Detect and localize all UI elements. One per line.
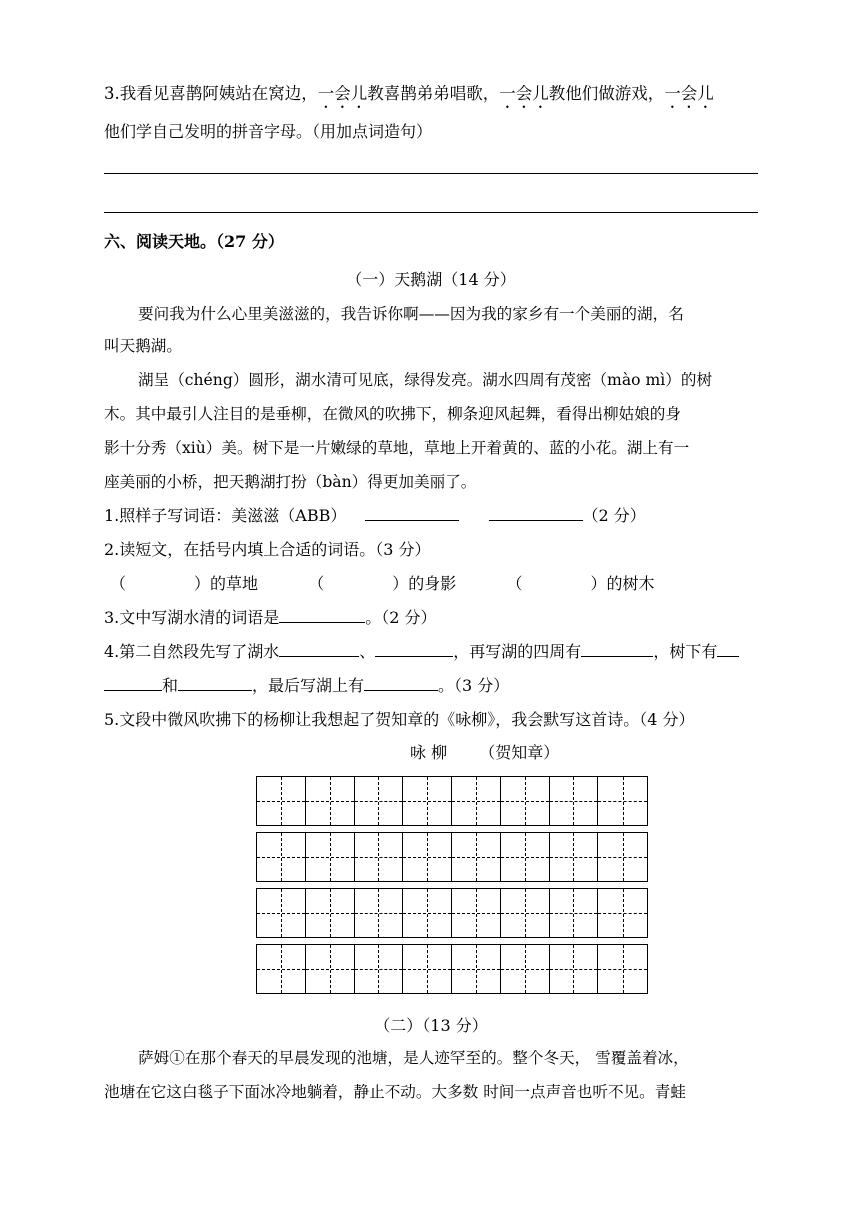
writing-cell[interactable] (501, 777, 550, 825)
writing-cell[interactable] (306, 777, 355, 825)
passage1-line: 座美丽的小桥，把天鹅湖打扮（bàn）得更加美丽了。 (104, 473, 477, 491)
question-5: 5.文段中微风吹拂下的杨柳让我想起了贺知章的《咏柳》，我会默写这首诗。（4 分） (104, 710, 695, 729)
paren-blank[interactable]: （ (308, 574, 325, 593)
poem-author: （贺知章） (479, 743, 560, 762)
q4-part: 和 (162, 676, 179, 695)
writing-cell[interactable] (452, 833, 501, 881)
item-label: 的身影 (408, 574, 457, 593)
passage2-title: （二）（13 分） (374, 1016, 488, 1035)
writing-cell[interactable] (355, 777, 404, 825)
answer-blank[interactable] (365, 506, 459, 521)
writing-cell[interactable] (550, 833, 599, 881)
item-label: 的草地 (210, 574, 259, 593)
section-heading: 六、阅读天地。（27 分） (104, 232, 284, 251)
writing-cell[interactable] (550, 945, 599, 993)
answer-blank[interactable] (489, 506, 583, 521)
answer-blank[interactable] (375, 642, 453, 657)
q4-part: ，再写湖的四周有 (453, 642, 582, 661)
question-4-line1 (104, 642, 739, 662)
answer-line-1[interactable] (104, 173, 758, 174)
writing-cell[interactable] (355, 889, 404, 937)
question-1-text: 1.照样子写词语：美滋滋（ABB） (104, 506, 347, 525)
writing-cell[interactable] (306, 945, 355, 993)
writing-grid-row (256, 832, 648, 882)
dotted-word-3: 一会儿 (664, 84, 714, 103)
dotted-word-1: 一会儿 (317, 84, 368, 103)
answer-blank[interactable] (581, 642, 653, 657)
writing-cell[interactable] (452, 945, 501, 993)
writing-cell[interactable] (306, 833, 355, 881)
item-label: 的树木 (606, 574, 655, 593)
poem-title (410, 743, 559, 763)
writing-cell[interactable] (452, 889, 501, 937)
writing-cell[interactable] (403, 945, 452, 993)
answer-line-2[interactable] (104, 212, 758, 213)
question-2-items: （ ）的草地 （ ）的身影 （ ）的树木 (110, 574, 655, 593)
writing-grid-row (256, 888, 648, 938)
writing-cell[interactable] (501, 889, 550, 937)
writing-cell[interactable] (550, 889, 599, 937)
writing-cell[interactable] (403, 833, 452, 881)
writing-cell[interactable] (355, 945, 404, 993)
dotted-word-2: 一会儿 (499, 84, 549, 103)
answer-blank[interactable] (279, 608, 365, 623)
answer-blank[interactable] (104, 676, 162, 691)
writing-cell[interactable] (403, 777, 452, 825)
question-1-score: （2 分） (582, 506, 646, 525)
answer-blank[interactable] (279, 642, 359, 657)
writing-cell[interactable] (501, 833, 550, 881)
writing-cell[interactable] (598, 777, 647, 825)
writing-cell[interactable] (452, 777, 501, 825)
q4-part: 4.第二自然段先写了湖水 (104, 642, 280, 661)
writing-cell[interactable] (257, 833, 306, 881)
passage1-line: 影十分秀（xiù）美。树下是一片嫩绿的草地，草地上开着黄的、蓝的小花。湖上有一 (104, 439, 690, 457)
passage2-line: 萨姆①在那个春天的早晨发现的池塘，是人迹罕至的。整个冬天， 雪覆盖着冰， (138, 1049, 689, 1067)
passage1-line: 木。其中最引人注目的是垂柳，在微风的吹拂下，柳条迎风起舞，看得出柳姑娘的身 (104, 405, 681, 423)
poem-name: 咏 柳 (410, 743, 448, 762)
writing-cell[interactable] (306, 889, 355, 937)
writing-cell[interactable] (501, 945, 550, 993)
writing-cell[interactable] (257, 889, 306, 937)
question-3-end: 。（2 分） (365, 608, 437, 627)
question-2: 2.读短文，在括号内填上合适的词语。（3 分） (104, 540, 431, 559)
question-4-line2 (104, 676, 509, 696)
writing-cell[interactable] (598, 833, 647, 881)
q3-mid1: 教喜鹊弟弟唱歌， (367, 84, 500, 103)
q3-line1 (104, 84, 714, 112)
q4-part: 、 (359, 642, 376, 661)
q3-prefix: 3.我看见喜鹊阿姨站在窝边， (104, 84, 318, 103)
writing-cell[interactable] (598, 889, 647, 937)
answer-blank[interactable] (364, 676, 438, 691)
passage1-title: （一）天鹅湖（14 分） (346, 270, 516, 289)
writing-cell[interactable] (403, 889, 452, 937)
writing-cell[interactable] (257, 777, 306, 825)
question-3 (104, 608, 437, 628)
q4-part: ，最后写湖上有 (252, 676, 365, 695)
writing-cell[interactable] (355, 833, 404, 881)
writing-cell[interactable] (550, 777, 599, 825)
passage2-line: 池塘在它这白毯子下面冰冷地躺着，静止不动。大多数 时间一点声音也听不见。青蛙 (104, 1083, 686, 1101)
question-1 (104, 506, 646, 526)
question-3-text: 3.文中写湖水清的词语是 (104, 608, 280, 627)
writing-cell[interactable] (257, 945, 306, 993)
q3-line2: 他们学自己发明的拼音字母。（用加点词造句） (104, 122, 433, 141)
answer-blank[interactable] (178, 676, 252, 691)
q4-part: ，树下有 (653, 642, 718, 661)
answer-blank[interactable] (717, 642, 739, 657)
q4-part: 。（3 分） (438, 676, 510, 695)
passage1-line: 湖呈（chéng）圆形，湖水清可见底，绿得发亮。湖水四周有茂密（mào mì）的树 (138, 371, 713, 389)
paren-blank[interactable]: （ (110, 574, 127, 593)
writing-cell[interactable] (598, 945, 647, 993)
passage1-line: 叫天鹅湖。 (104, 337, 182, 355)
paren-blank[interactable]: （ (506, 574, 523, 593)
writing-grid-row (256, 944, 648, 994)
passage1-line: 要问我为什么心里美滋滋的，我告诉你啊——因为我的家乡有一个美丽的湖，名 (138, 305, 684, 323)
writing-grid-row (256, 776, 648, 826)
q3-mid2: 教他们做游戏， (548, 84, 665, 103)
